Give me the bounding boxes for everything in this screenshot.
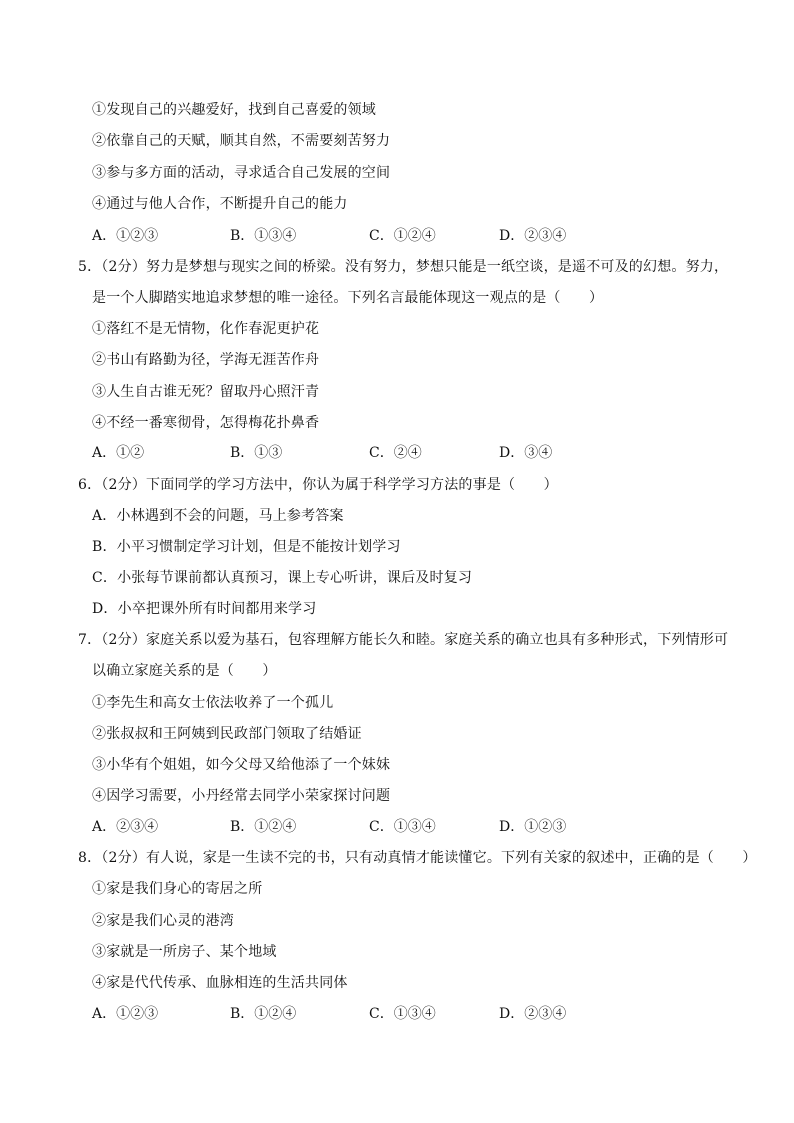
q7-choices bbox=[92, 818, 652, 836]
q6-option-c: C．小张每节课前都认真预习，课上专心听讲，课后及时复习 bbox=[92, 570, 473, 586]
q5-option-2: ②书山有路勤为径，学海无涯苦作舟 bbox=[92, 352, 320, 368]
q8-choice-d: D．②③④ bbox=[499, 1006, 567, 1022]
q7-option-3: ③小华有个姐姐，如今父母又给他添了一个妹妹 bbox=[92, 757, 391, 773]
q5-option-1: ①落红不是无情物，化作春泥更护花 bbox=[92, 321, 320, 337]
q5-choice-b: B．①③ bbox=[230, 445, 283, 461]
q7-stem-line-1: 7．（2分）家庭关系以爱为基石，包容理解方能长久和睦。家庭关系的确立也具有多种形式，下列情形可 bbox=[78, 632, 729, 648]
q5-choice-a: A．①② bbox=[92, 445, 145, 461]
q6-stem: 6．（2分）下面同学的学习方法中，你认为属于科学学习方法的事是（ ） bbox=[78, 477, 558, 493]
q8-option-4: ④家是代代传承、血脉相连的生活共同体 bbox=[92, 975, 348, 991]
q7-choice-a: A．②③④ bbox=[92, 819, 159, 835]
q5-choice-d: D．③④ bbox=[499, 445, 553, 461]
q4-option-4: ④通过与他人合作，不断提升自己的能力 bbox=[92, 196, 348, 212]
q8-choice-b: B．①②④ bbox=[230, 1006, 297, 1022]
q4-option-1: ①发现自己的兴趣爱好，找到自己喜爱的领域 bbox=[92, 102, 376, 118]
q8-stem: 8．（2分）有人说，家是一生读不完的书，只有动真情才能读懂它。下列有关家的叙述中，正确的是（ ） bbox=[78, 850, 757, 866]
q5-stem-line-2: 是一个人脚踏实地追求梦想的唯一途径。下列名言最能体现这一观点的是（ ） bbox=[92, 290, 604, 306]
q5-choices bbox=[92, 444, 652, 462]
q6-option-a: A．小林遇到不会的问题，马上参考答案 bbox=[92, 508, 344, 524]
q7-option-4: ④因学习需要，小丹经常去同学小荣家探讨问题 bbox=[92, 788, 391, 804]
q8-choice-c: C．①③④ bbox=[369, 1006, 436, 1022]
q4-choice-d: D．②③④ bbox=[499, 228, 567, 244]
q5-option-4: ④不经一番寒彻骨，怎得梅花扑鼻香 bbox=[92, 415, 320, 431]
q7-choice-b: B．①②④ bbox=[230, 819, 297, 835]
q8-choices bbox=[92, 1005, 652, 1023]
q8-choice-a: A．①②③ bbox=[92, 1006, 159, 1022]
q7-choice-c: C．①③④ bbox=[369, 819, 436, 835]
q7-stem-line-2: 以确立家庭关系的是（ ） bbox=[92, 663, 277, 679]
q6-option-b: B．小平习惯制定学习计划，但是不能按计划学习 bbox=[92, 539, 401, 555]
q5-option-3: ③人生自古谁无死？留取丹心照汗青 bbox=[92, 384, 320, 400]
q7-option-2: ②张叔叔和王阿姨到民政部门领取了结婚证 bbox=[92, 726, 362, 742]
q8-option-2: ②家是我们心灵的港湾 bbox=[92, 913, 234, 929]
q4-choices bbox=[92, 227, 652, 245]
q4-choice-b: B．①③④ bbox=[230, 228, 297, 244]
q8-option-3: ③家就是一所房子、某个地域 bbox=[92, 944, 277, 960]
q4-choice-c: C．①②④ bbox=[369, 228, 436, 244]
q4-option-2: ②依靠自己的天赋，顺其自然，不需要刻苦努力 bbox=[92, 133, 391, 149]
q8-option-1: ①家是我们身心的寄居之所 bbox=[92, 881, 263, 897]
q7-choice-d: D．①②③ bbox=[499, 819, 567, 835]
q4-option-3: ③参与多方面的活动，寻求适合自己发展的空间 bbox=[92, 165, 391, 181]
q6-option-d: D．小卒把课外所有时间都用来学习 bbox=[92, 601, 317, 617]
q5-choice-c: C．②④ bbox=[369, 445, 422, 461]
q5-stem-line-1: 5．（2分）努力是梦想与现实之间的桥梁。没有努力，梦想只能是一纸空谈，是遥不可及的幻想。努力， bbox=[78, 259, 729, 275]
q4-choice-a: A．①②③ bbox=[92, 228, 159, 244]
q7-option-1: ①李先生和高女士依法收养了一个孤儿 bbox=[92, 695, 334, 711]
